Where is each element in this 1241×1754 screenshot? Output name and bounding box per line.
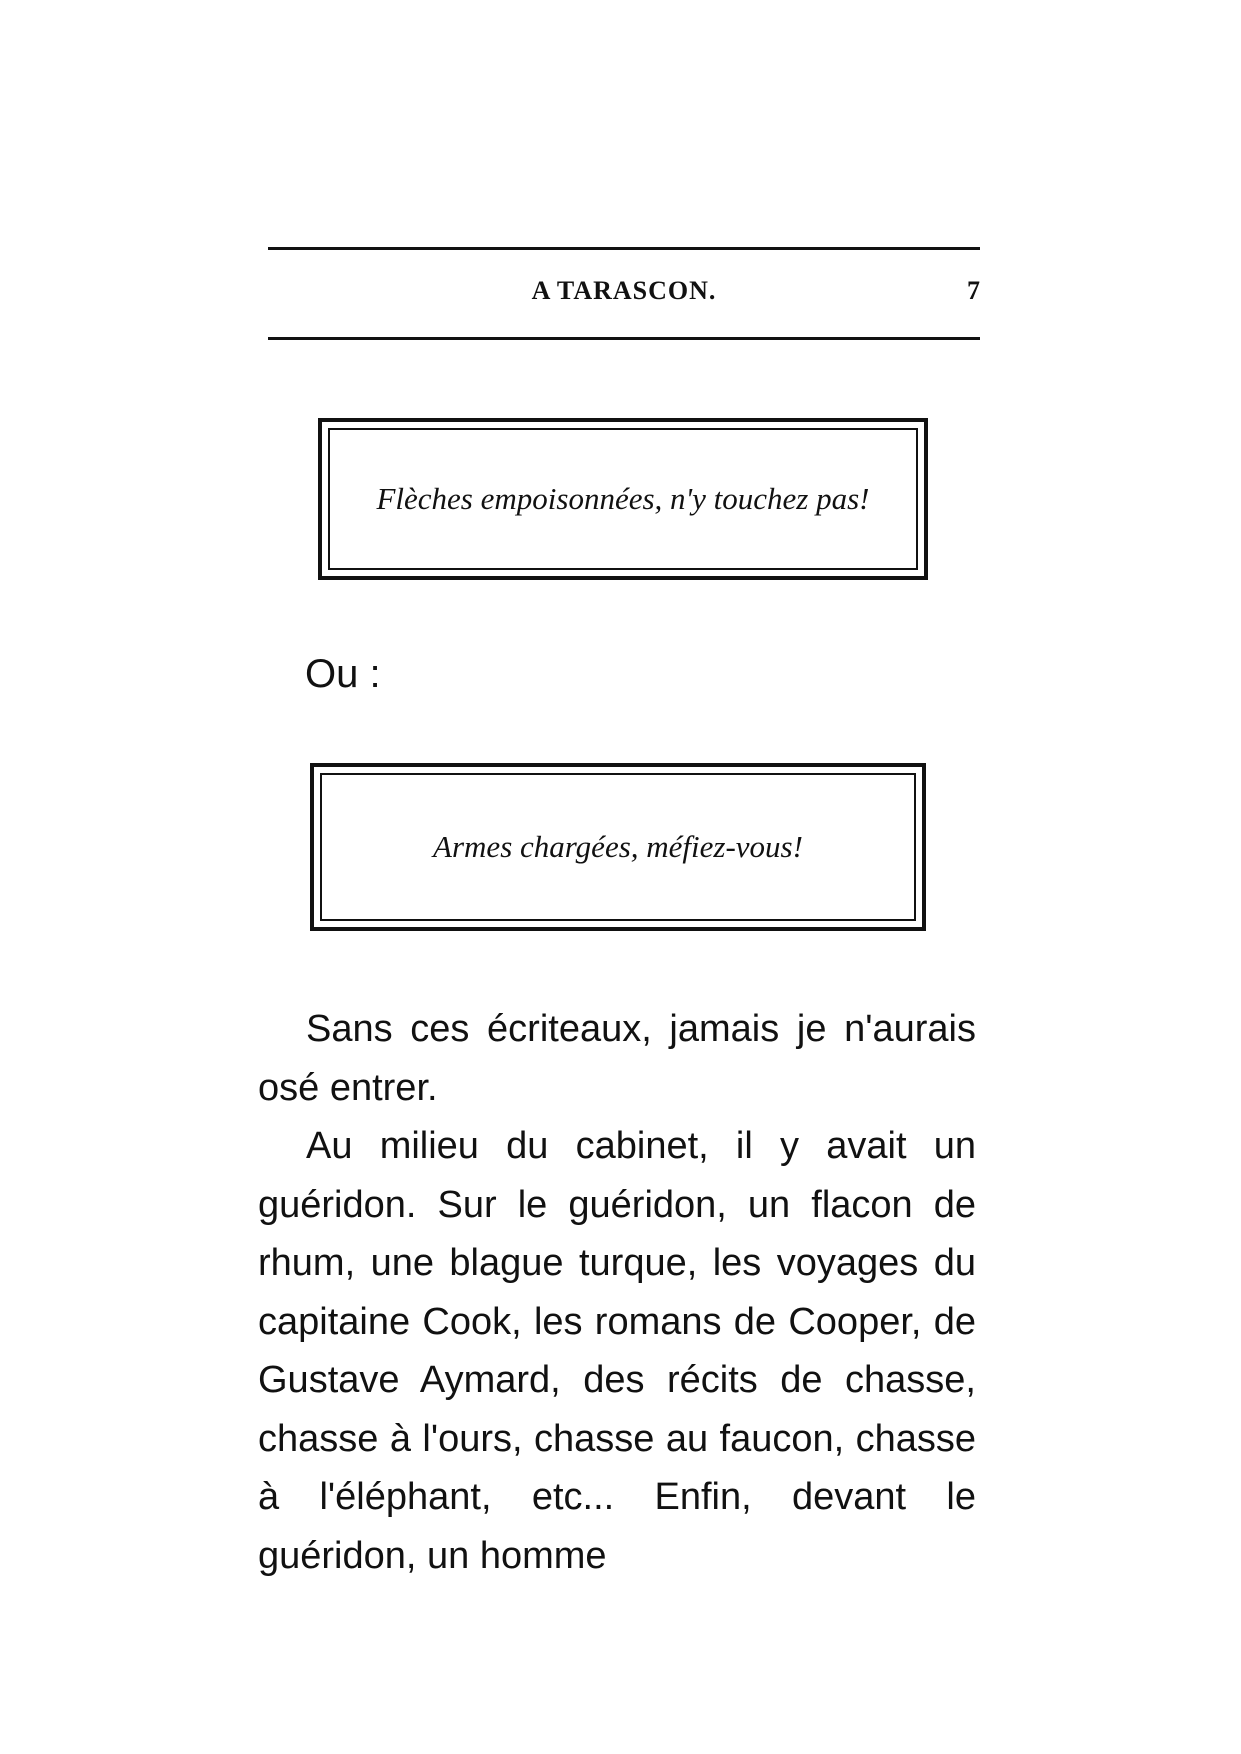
page-number: 7 <box>967 276 980 305</box>
sign-text: Flèches empoisonnées, n'y touchez pas! <box>376 481 870 516</box>
body-text <box>258 1000 976 1585</box>
paragraph: Au milieu du cabinet, il y avait un guéridon. Sur le guéridon, un flacon de rhum, une blague turque, les voyages du capitaine Cook, les romans de Cooper, de Gustave Aymard, des récits de chasse, chasse à l'ours, chasse au faucon, chasse à l'éléphant, etc... Enfin, devant le guéridon, un homme <box>258 1125 976 1577</box>
running-title: A TARASCON. <box>531 276 717 305</box>
paragraph: Sans ces écriteaux, jamais je n'aurais osé entrer. <box>258 1008 976 1109</box>
header-rule-top <box>268 247 980 250</box>
ou-label: Ou : <box>305 652 381 696</box>
sign-poisoned-arrows <box>318 418 928 580</box>
running-head <box>268 276 980 316</box>
sign-loaded-weapons <box>310 763 926 931</box>
header-rule-bottom <box>268 337 980 340</box>
sign-text: Armes chargées, méfiez-vous! <box>433 829 803 864</box>
